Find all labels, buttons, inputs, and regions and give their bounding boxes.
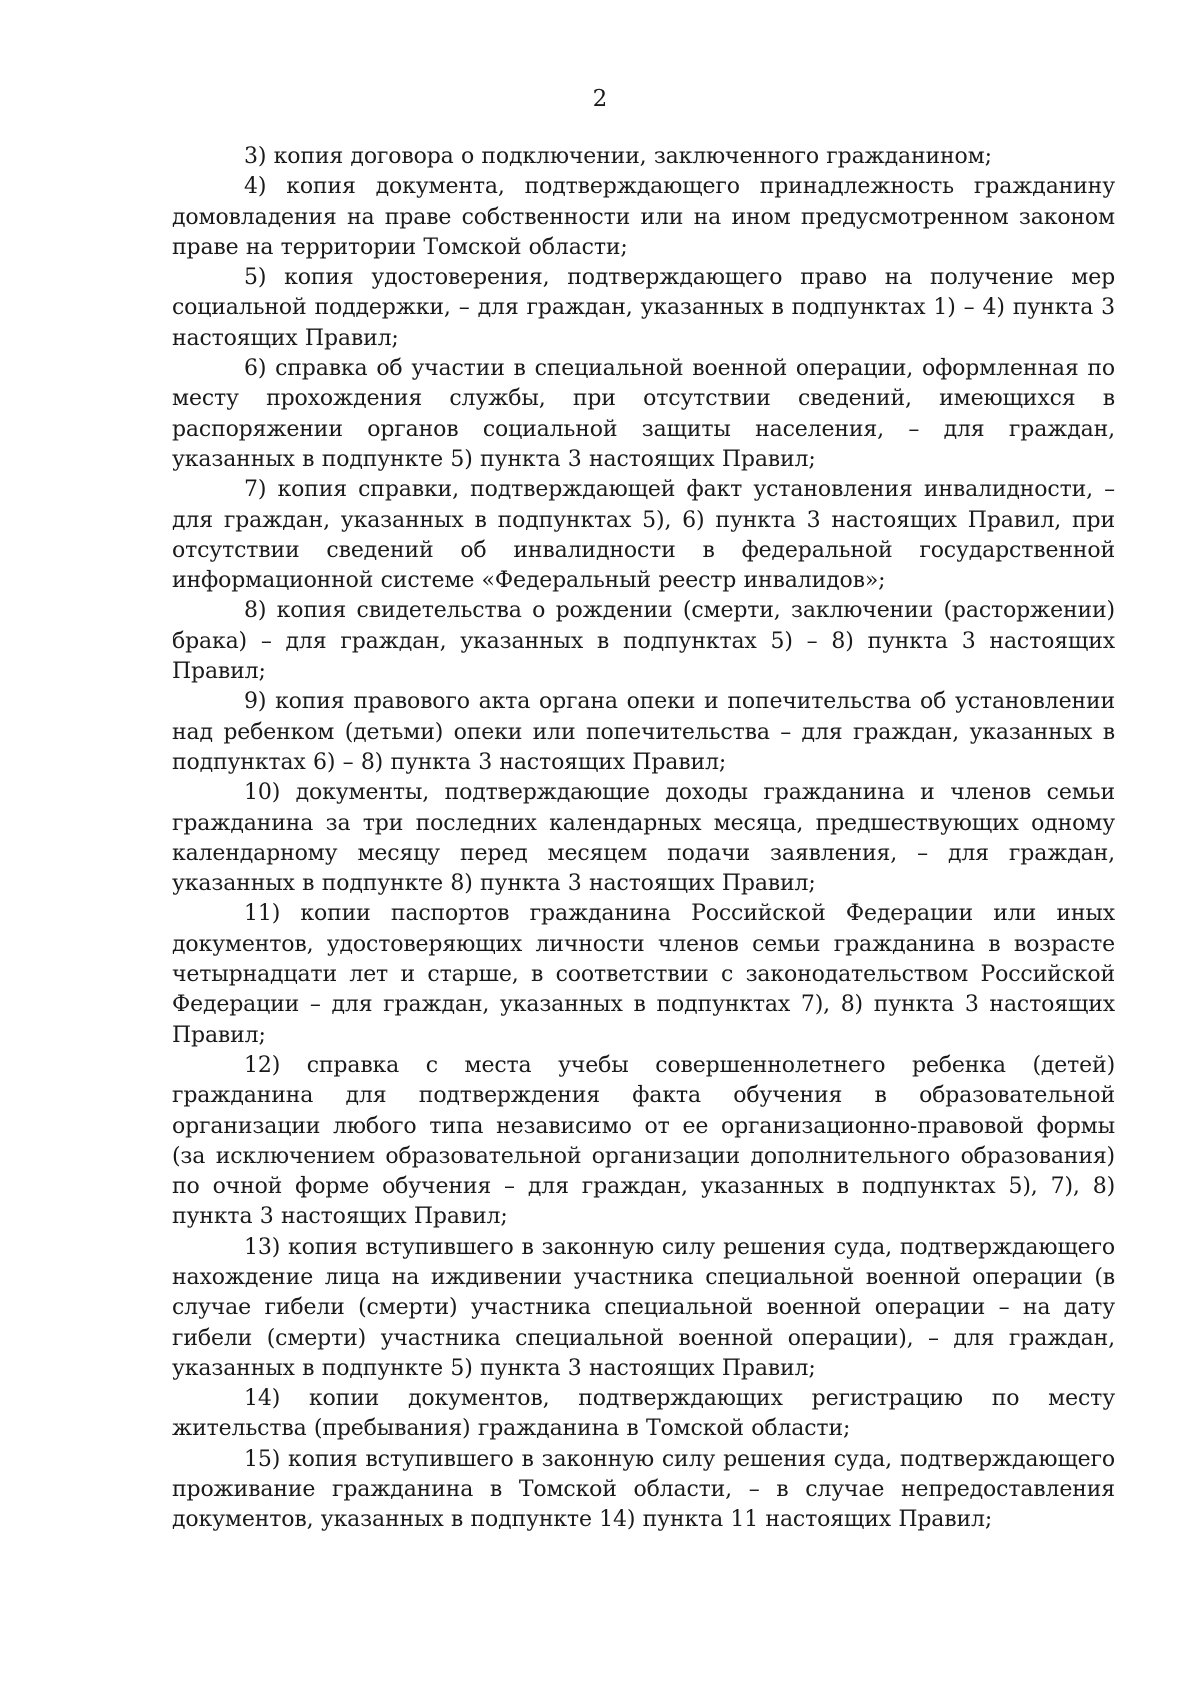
list-item-12: 12) справка с места учебы совершеннолетнего ребенка (детей) гражданина для подтверждения факта обучения в образовательной организации любого типа независимо от ее организационно-правовой формы (за исключением образовательной организации дополнительного образования) по очной форме обучения – для граждан, указанных в подпунктах 5), 7), 8) пункта 3 настоящих Правил;	[172, 1052, 1115, 1230]
list-item-7: 7) копия справки, подтверждающей факт установления инвалидности, – для граждан, указанных в подпунктах 5), 6) пункта 3 настоящих Правил, при отсутствии сведений об инвалидности в федеральной государственной информационной системе «Федеральный реестр инвалидов»;	[172, 477, 1115, 594]
list-item-3: 3) копия договора о подключении, заключенного гражданином;	[244, 144, 992, 169]
list-item-15: 15) копия вступившего в законную силу решения суда, подтверждающего проживание гражданина в Томской области, – в случае непредоставления документов, указанных в подпункте 14) пункта 11 настоящих Правил;	[172, 1446, 1115, 1533]
list-item-10: 10) документы, подтверждающие доходы гражданина и членов семьи гражданина за три последних календарных месяца, предшествующих одному календарному месяцу перед месяцем подачи заявления, – для граждан, указанных в подпункте 8) пункта 3 настоящих Правил;	[172, 780, 1115, 897]
list-item-13: 13) копия вступившего в законную силу решения суда, подтверждающего нахождение лица на иждивении участника специальной военной операции (в случае гибели (смерти) участника специальной военной операции – на дату гибели (смерти) участника специальной военной операции), – для граждан, указанных в подпункте 5) пункта 3 настоящих Правил;	[172, 1234, 1115, 1381]
list-item-8: 8) копия свидетельства о рождении (смерти, заключении (расторжении) брака) – для граждан, указанных в подпунктах 5) – 8) пункта 3 настоящих Правил;	[172, 598, 1115, 685]
list-item-14: 14) копии документов, подтверждающих регистрацию по месту жительства (пребывания) гражданина в Томской области;	[172, 1386, 1115, 1442]
page-number: 2	[592, 86, 608, 112]
list-item-9: 9) копия правового акта органа опеки и попечительства об установлении над ребенком (детьми) опеки или попечительства – для граждан, указанных в подпунктах 6) – 8) пункта 3 настоящих Правил;	[172, 689, 1115, 775]
list-item-5: 5) копия удостоверения, подтверждающего право на получение мер социальной поддержки, – для граждан, указанных в подпунктах 1) – 4) пункта 3 настоящих Правил;	[172, 265, 1115, 351]
list-item-11: 11) копии паспортов гражданина Российской Федерации или иных документов, удостоверяющих личности членов семьи гражданина в возрасте четырнадцати лет и старше, в соответствии с законодательством Российской Федерации – для граждан, указанных в подпунктах 7), 8) пункта 3 настоящих Правил;	[172, 901, 1115, 1048]
list-item-4: 4) копия документа, подтверждающего принадлежность гражданину домовладения на праве собственности или на ином предусмотренном законом праве на территории Томской области;	[172, 174, 1115, 260]
document-body	[172, 142, 1115, 1536]
list-item-6: 6) справка об участии в специальной военной операции, оформленная по месту прохождения службы, при отсутствии сведений, имеющихся в распоряжении органов социальной защиты населения, – для граждан, указанных в подпункте 5) пункта 3 настоящих Правил;	[172, 356, 1115, 472]
